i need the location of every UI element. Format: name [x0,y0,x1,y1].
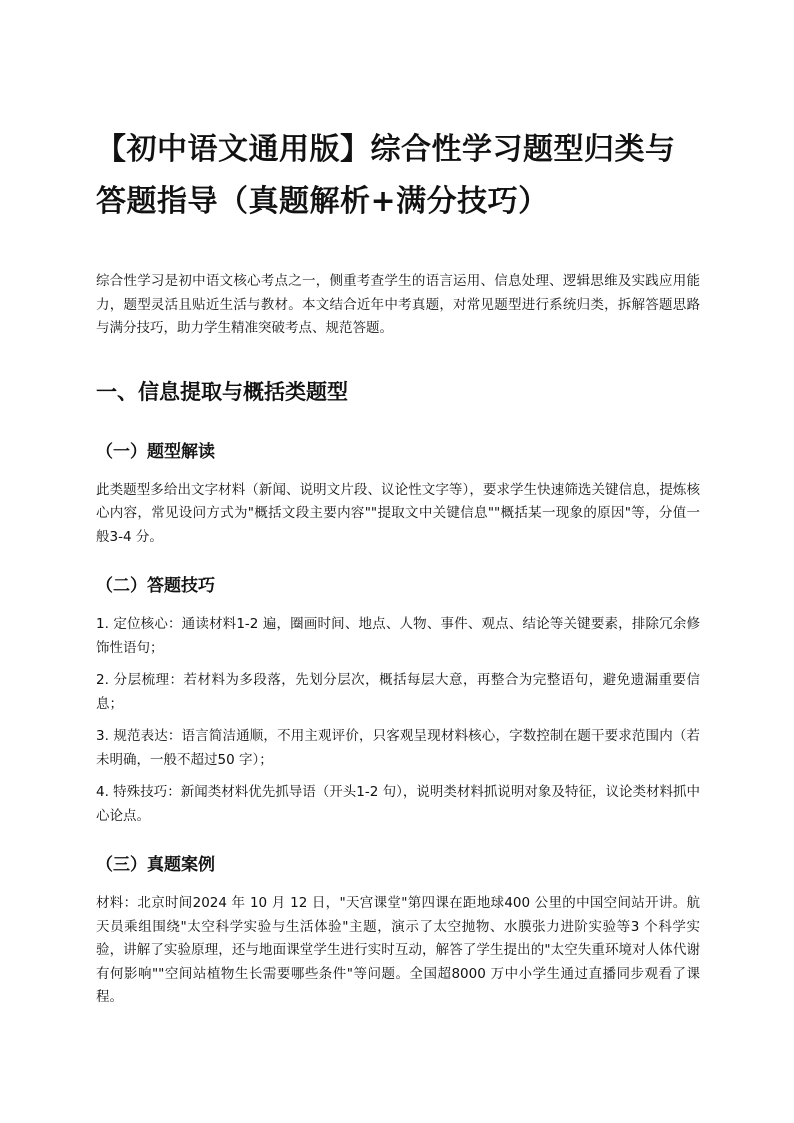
techniques-list [96,613,700,828]
document-page [96,0,700,1010]
subsection-heading-techniques: （二）答题技巧 [96,576,215,596]
intro-paragraph: 综合性学习是初中语文核心考点之一，侧重考查学生的语言运用、信息处理、逻辑思维及实践应用能力，题型灵活且贴近生活与教材。本文结合近年中考真题，对常见题型进行系统归类，拆解答题思路与满分技巧，助力学生精准突破考点、规范答题。 [96,273,700,336]
list-item: 1. 定位核心：通读材料1-2 遍，圈画时间、地点、人物、事件、观点、结论等关键要素，排除冗余修饰性语句； [96,616,700,656]
subsection-heading-interpretation: （一）题型解读 [96,441,215,462]
subsection-heading-case: （三）真题案例 [96,855,215,875]
case-material-paragraph: 材料：北京时间2024 年 10 月 12 日，"天宫课堂"第四课在距地球400 公里的中国空间站开讲。航天员乘组围绕"太空科学实验与生活体验"主题，演示了太空抛物、水膜张力进阶实验等3 个科学实验，讲解了实验原理，还与地面课堂学生进行实时互动，解答了学生提出的"太空失重环境对人体代谢有何影响""空间站植物生长需要哪些条件"等问题。全国超8000 万中小学生通过直播同步观看了课程。 [96,895,700,1005]
interpretation-paragraph: 此类题型多给出文字材料（新闻、说明文片段、议论性文字等），要求学生快速筛选关键信息，提炼核心内容，常见设问方式为"概括文段主要内容""提取文中关键信息""概括某一现象的原因"等，分值一般3-4 分。 [96,481,700,545]
section-heading-info-extraction: 一、信息提取与概括类题型 [96,379,348,404]
document-title: 【初中语文通用版】综合性学习题型归类与答题指导（真题解析+满分技巧） [96,132,676,219]
list-item: 2. 分层梳理：若材料为多段落，先划分层次，概括每层大意，再整合为完整语句，避免遗漏重要信息； [96,672,700,712]
list-item: 3. 规范表达：语言简洁通顺，不用主观评价，只客观呈现材料核心，字数控制在题干要求范围内（若未明确，一般不超过50 字）； [96,728,700,768]
list-item: 4. 特殊技巧：新闻类材料优先抓导语（开头1-2 句），说明类材料抓说明对象及特征，议论类材料抓中心论点。 [96,784,700,824]
